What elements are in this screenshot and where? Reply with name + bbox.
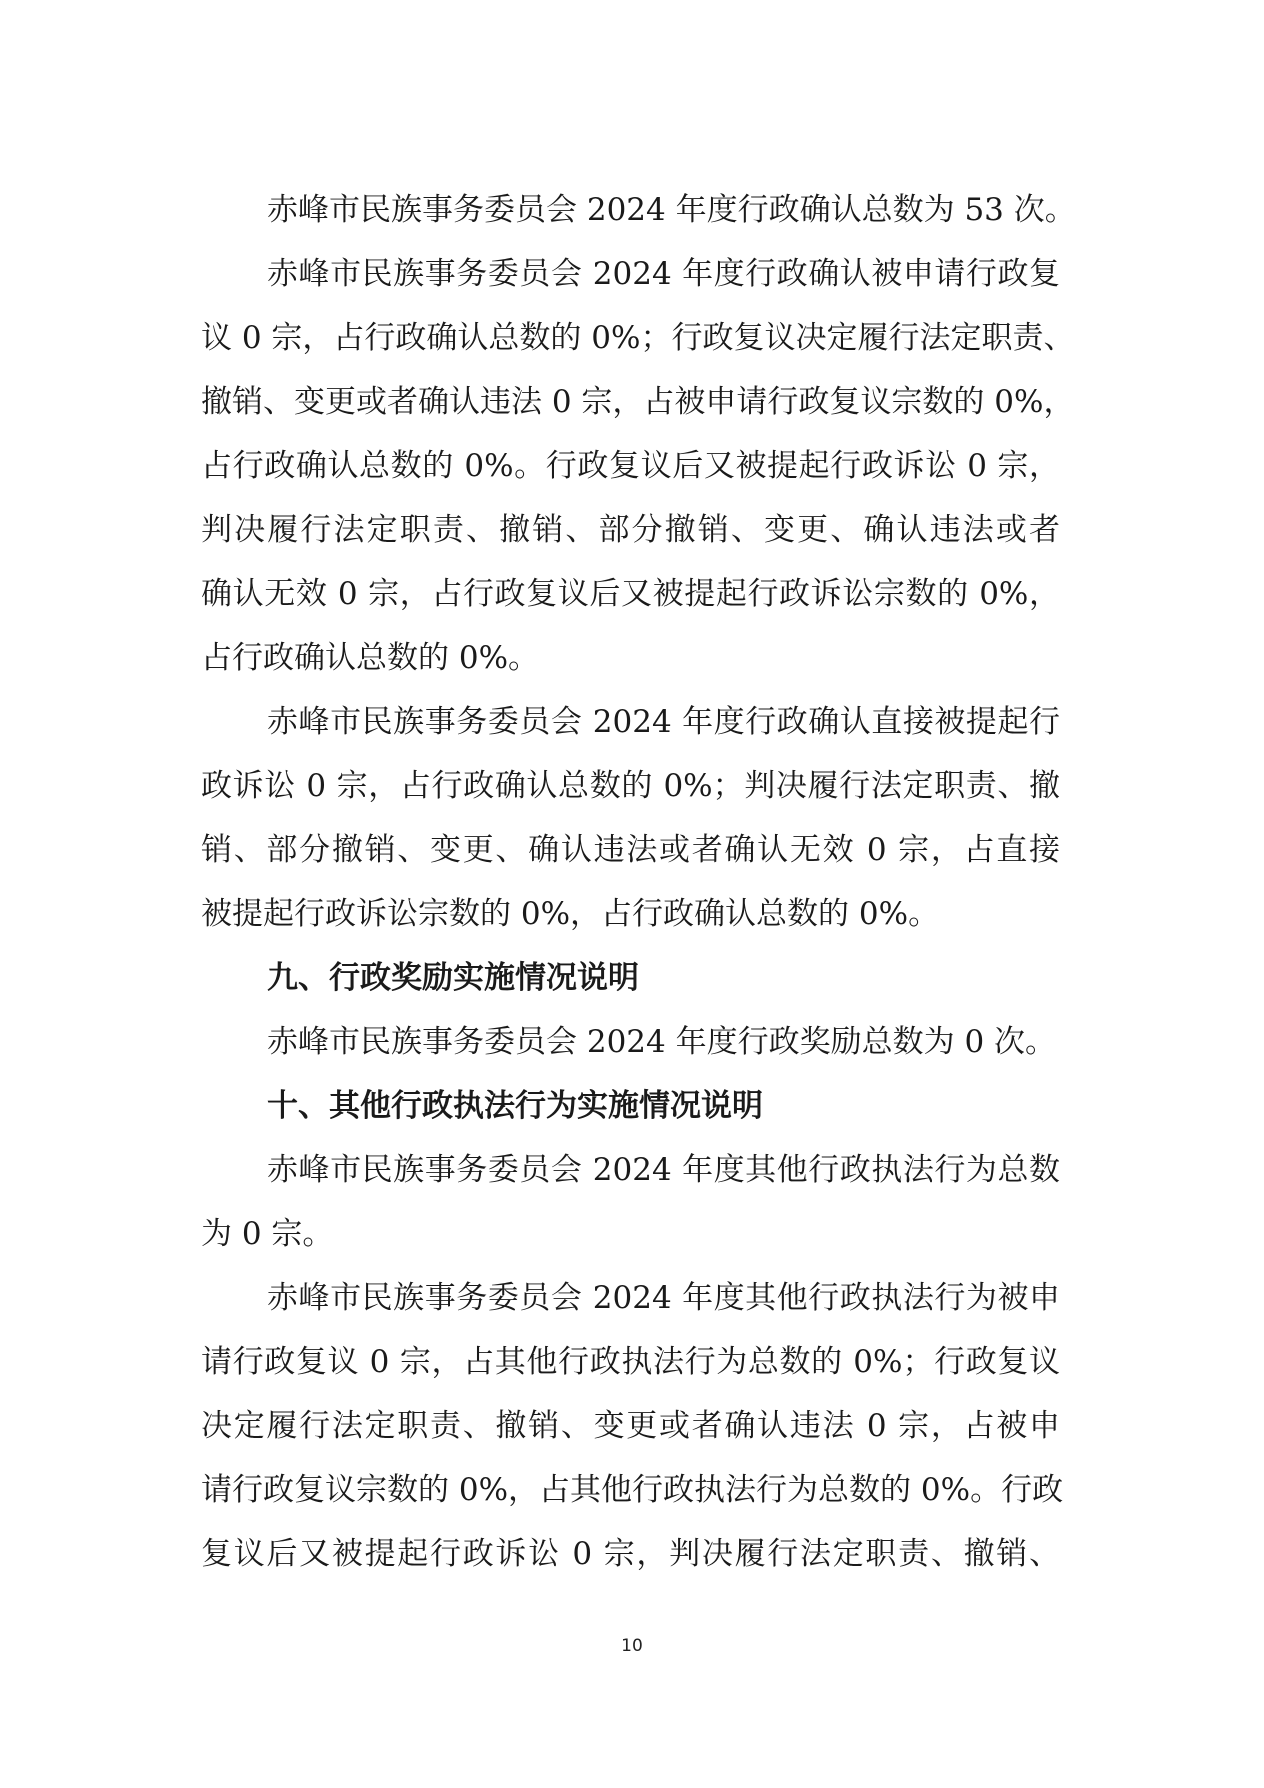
text-line: 占行政确认总数的 0%。 (201, 640, 540, 676)
text-line: 赤峰市民族事务委员会 2024 年度行政确认直接被提起行 (267, 704, 1060, 740)
text-line: 议 0 宗，占行政确认总数的 0%；行政复议决定履行法定职责、 (201, 320, 1075, 356)
text-line: 占行政确认总数的 0%。行政复议后又被提起行政诉讼 0 宗， (201, 448, 1060, 484)
text-line: 政诉讼 0 宗，占行政确认总数的 0%；判决履行法定职责、撤 (201, 768, 1060, 804)
text-line: 复议后又被提起行政诉讼 0 宗，判决履行法定职责、撤销、 (201, 1536, 1060, 1572)
text-line: 赤峰市民族事务委员会 2024 年度行政奖励总数为 0 次。 (267, 1024, 1057, 1060)
text-line: 撤销、变更或者确认违法 0 宗，占被申请行政复议宗数的 0%， (201, 384, 1075, 420)
section-heading: 十、其他行政执法行为实施情况说明 (267, 1088, 763, 1124)
document-body (201, 178, 1076, 1586)
text-line: 赤峰市民族事务委员会 2024 年度其他行政执法行为被申 (267, 1280, 1060, 1316)
paragraph (201, 1266, 1064, 1586)
text-line: 赤峰市民族事务委员会 2024 年度行政确认总数为 53 次。 (267, 192, 1076, 228)
text-line: 请行政复议宗数的 0%，占其他行政执法行为总数的 0%。行政 (201, 1472, 1064, 1508)
section-heading: 九、行政奖励实施情况说明 (267, 960, 639, 996)
paragraph (201, 242, 1075, 690)
text-line: 判决履行法定职责、撤销、部分撤销、变更、确认违法或者 (201, 512, 1060, 548)
text-line: 销、部分撤销、变更、确认违法或者确认无效 0 宗，占直接 (201, 832, 1060, 868)
text-line: 赤峰市民族事务委员会 2024 年度其他行政执法行为总数 (267, 1152, 1060, 1188)
text-line: 请行政复议 0 宗，占其他行政执法行为总数的 0%；行政复议 (201, 1344, 1060, 1380)
text-line: 为 0 宗。 (201, 1216, 334, 1252)
paragraph (201, 1010, 1060, 1074)
paragraph (201, 178, 1076, 242)
paragraph (201, 1138, 1060, 1266)
paragraph (201, 690, 1060, 946)
text-line: 赤峰市民族事务委员会 2024 年度行政确认被申请行政复 (267, 256, 1060, 292)
text-line: 决定履行法定职责、撤销、变更或者确认违法 0 宗，占被申 (201, 1408, 1060, 1444)
text-line: 被提起行政诉讼宗数的 0%，占行政确认总数的 0%。 (201, 896, 940, 932)
page-number: 10 (621, 1636, 643, 1656)
text-line: 确认无效 0 宗，占行政复议后又被提起行政诉讼宗数的 0%， (201, 576, 1060, 612)
